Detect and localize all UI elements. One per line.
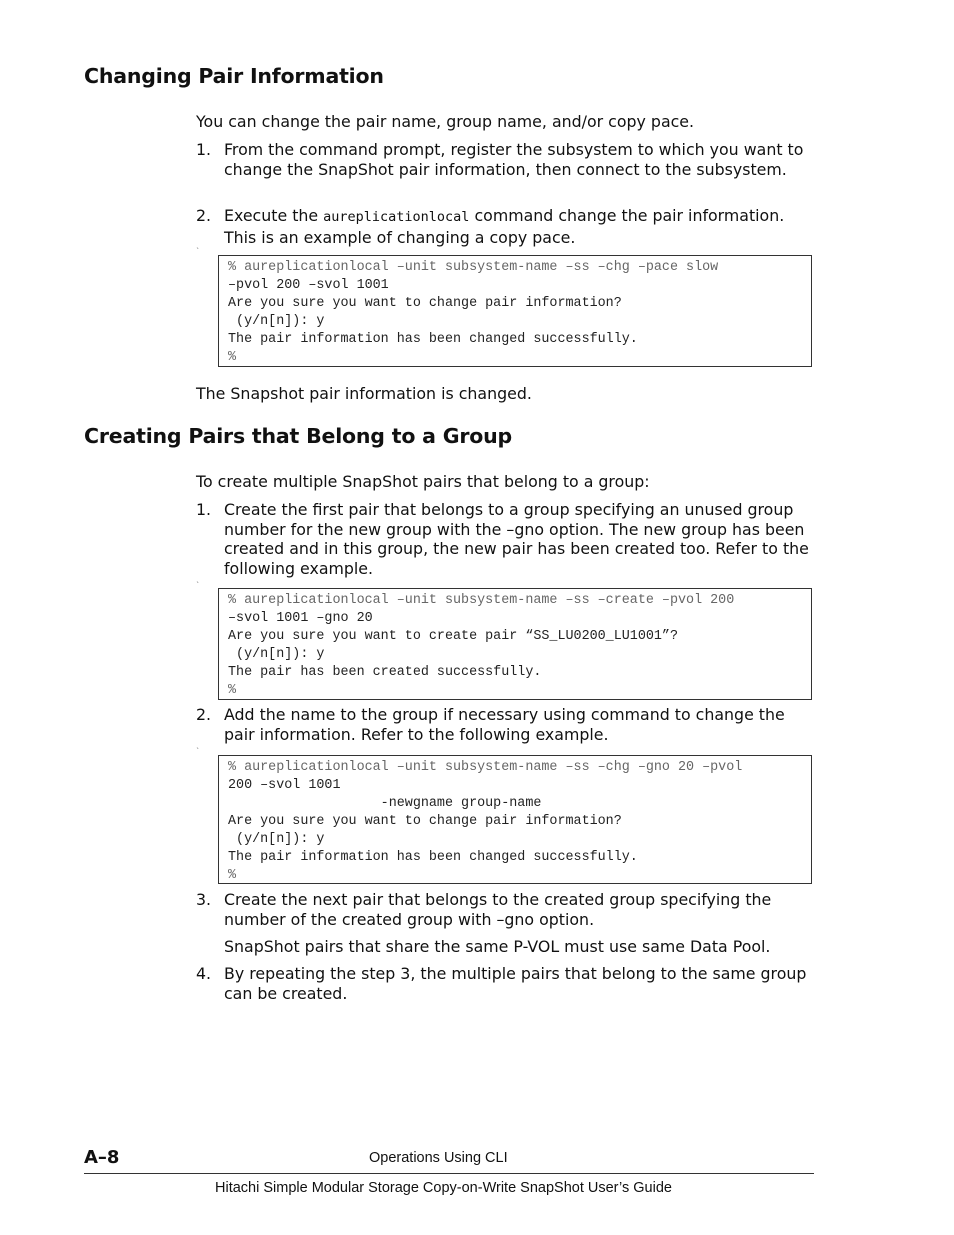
step-text-post: command change the pair information. This is an example of changing a copy pace. [224,206,785,247]
code-line: % aureplicationlocal –unit subsystem-name –ss –create –pvol 200 [228,593,735,608]
section2-step-2 [196,705,816,744]
section2-step-3 [196,890,816,929]
code-line: –pvol 200 –svol 1001 [228,278,389,293]
page-number: A–8 [84,1147,120,1168]
section1-step-2 [196,206,816,247]
footer-section-title: Operations Using CLI [369,1150,508,1166]
section2-step-3-note: SnapShot pairs that share the same P-VOL must use same Data Pool. [224,937,771,956]
margin-tick-mark: ˋ [196,747,200,756]
code-line: (y/n[n]): y [228,314,325,329]
step-text [224,206,816,247]
code-example-create-pair [218,588,812,700]
footer-book-title: Hitachi Simple Modular Storage Copy-on-Write SnapShot User’s Guide [215,1180,672,1196]
step-text: From the command prompt, register the subsystem to which you want to change the SnapShot pair information, then connect to the subsystem. [224,140,804,179]
code-line: % [228,350,237,365]
inline-command: aureplicationlocal [323,209,470,225]
step-text: By repeating the step 3, the multiple pairs that belong to the same group can be created. [224,964,807,1003]
code-line: 200 –svol 1001 [228,778,341,793]
code-line: (y/n[n]): y [228,647,325,662]
margin-tick-mark: ˋ [196,581,200,590]
footer-divider [84,1173,814,1174]
step-text: Create the first pair that belongs to a group specifying an unused group number for the new group with the –gno option. The new group has been created and in this group, the new pair has been created too. Refer to the following example. [224,500,809,578]
step-text: Add the name to the group if necessary using command to change the pair information. Refer to the following example. [224,705,785,744]
code-line: % [228,683,237,698]
margin-tick-mark: ˋ [196,247,200,256]
step-number: 1. [196,500,212,519]
code-line: –svol 1001 –gno 20 [228,611,373,626]
step-number: 2. [196,206,212,225]
section2-step-4 [196,964,816,1003]
code-line: (y/n[n]): y [228,832,325,847]
section-heading-creating-pairs-group: Creating Pairs that Belong to a Group [84,424,512,448]
code-line: % aureplicationlocal –unit subsystem-name –ss –chg –gno 20 –pvol [228,760,743,775]
code-line: The pair information has been changed successfully. [228,850,638,865]
step-text-pre: Execute the [224,206,324,225]
section1-result: The Snapshot pair information is changed. [196,384,532,403]
code-line: The pair has been created successfully. [228,665,542,680]
section-heading-changing-pair-information: Changing Pair Information [84,64,384,88]
step-number: 1. [196,140,212,159]
code-line: Are you sure you want to create pair “SS_LU0200_LU1001”? [228,629,678,644]
step-number: 3. [196,890,212,909]
section2-intro: To create multiple SnapShot pairs that belong to a group: [196,472,650,491]
step-number: 4. [196,964,212,983]
code-line: -newgname group-name [228,796,542,811]
code-line: Are you sure you want to change pair information? [228,296,622,311]
code-line: Are you sure you want to change pair information? [228,814,622,829]
section1-intro: You can change the pair name, group name, and/or copy pace. [196,112,695,131]
code-line: % [228,868,237,883]
code-example-change-group [218,755,812,884]
section1-step-1 [196,140,816,179]
step-text: Create the next pair that belongs to the created group specifying the number of the created group with –gno option. [224,890,772,929]
step-number: 2. [196,705,212,724]
section2-step-1 [196,500,816,578]
code-example-change-pace [218,255,812,367]
code-line: % aureplicationlocal –unit subsystem-name –ss –chg –pace slow [228,260,719,275]
code-line: The pair information has been changed successfully. [228,332,638,347]
